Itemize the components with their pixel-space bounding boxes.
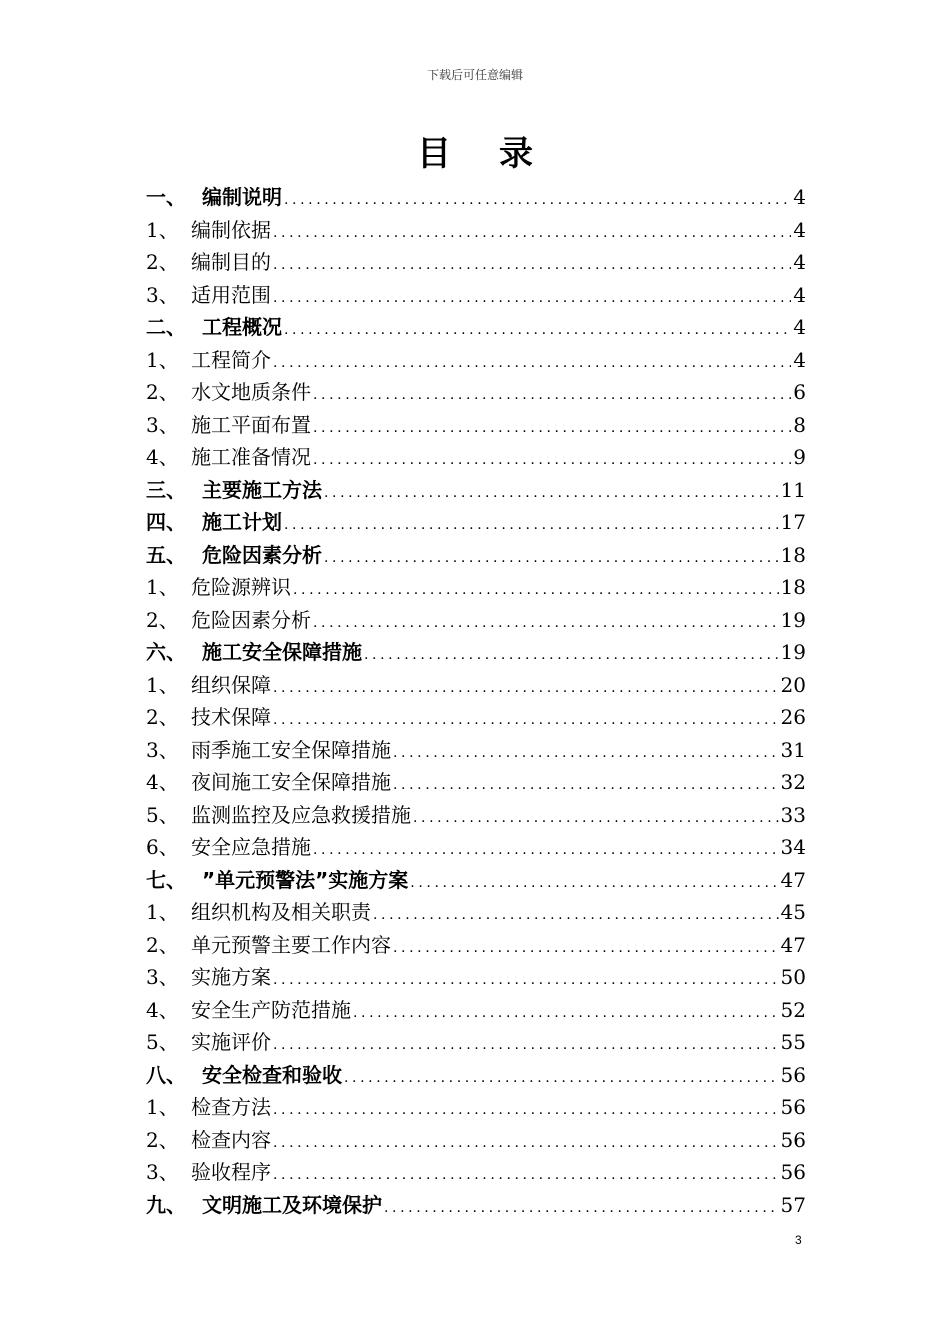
toc-entry-page: 26 — [780, 705, 806, 729]
toc-entry-title: 施工准备情况 — [191, 445, 311, 469]
toc-entry-title: ”单元预警法”实施方案 — [202, 867, 409, 892]
toc-entry-number: 2、 — [146, 380, 179, 404]
toc-entry-page: 45 — [780, 900, 806, 924]
toc-entry-title: 工程简介 — [191, 347, 271, 372]
toc-entry-page: 18 — [780, 575, 806, 599]
toc-entry[interactable] — [146, 799, 806, 832]
toc-entry-page: 56 — [780, 1127, 806, 1152]
toc-entry-number: 七、 — [146, 867, 186, 892]
toc-entry-title: 监测监控及应急救援措施 — [191, 802, 411, 827]
toc-entry-number: 3、 — [146, 282, 179, 307]
toc-entry[interactable] — [146, 604, 806, 637]
toc-entry-title: 安全生产防范措施 — [191, 997, 351, 1022]
toc-entry-title: 施工计划 — [202, 510, 282, 534]
toc-entry[interactable] — [146, 929, 806, 962]
toc-entry-number: 1、 — [146, 1095, 179, 1119]
watermark-text: 下载后可任意编辑 — [426, 68, 523, 82]
toc-entry-number: 1、 — [146, 575, 179, 599]
toc-dot-leader — [353, 997, 779, 1030]
toc-entry-number: 一、 — [146, 185, 186, 209]
toc-dot-leader — [273, 217, 791, 250]
toc-entry-title: 夜间施工安全保障措施 — [191, 770, 391, 794]
toc-dot-leader — [273, 964, 779, 997]
toc-entry-page: 4 — [793, 217, 806, 242]
toc-dot-leader — [373, 899, 779, 932]
toc-entry-title: 验收程序 — [191, 1160, 271, 1184]
toc-entry[interactable] — [146, 1156, 806, 1189]
toc-entry-page: 56 — [780, 1095, 806, 1119]
toc-dot-leader — [273, 704, 779, 737]
toc-entry[interactable] — [146, 1189, 806, 1222]
toc-entry-title: 实施评价 — [191, 1030, 271, 1054]
toc-entry-page: 57 — [780, 1192, 806, 1217]
toc-entry-title: 安全应急措施 — [191, 835, 311, 859]
toc-entry-page: 55 — [780, 1030, 806, 1054]
toc-dot-leader — [273, 249, 791, 282]
toc-dot-leader — [324, 477, 779, 510]
toc-dot-leader — [393, 932, 779, 965]
toc-dot-leader — [384, 1192, 779, 1225]
toc-entry-title: 施工安全保障措施 — [202, 640, 362, 664]
toc-entry-page: 56 — [780, 1062, 806, 1087]
toc-entry-title: 危险因素分析 — [191, 607, 311, 632]
toc-entry-title: 编制说明 — [202, 185, 282, 209]
toc-entry-page: 9 — [793, 445, 806, 469]
toc-entry[interactable] — [146, 669, 806, 702]
toc-entry-number: 4、 — [146, 770, 179, 794]
toc-entry-page: 4 — [793, 315, 806, 339]
toc-dot-leader — [293, 574, 779, 607]
toc-entry-page: 19 — [780, 640, 806, 664]
toc-entry-page: 6 — [793, 380, 806, 404]
toc-entry[interactable] — [146, 636, 806, 669]
toc-dot-leader — [284, 184, 791, 217]
toc-entry-title: 检查方法 — [191, 1095, 271, 1119]
toc-dot-leader — [313, 834, 779, 867]
toc-entry-page: 50 — [780, 965, 806, 989]
toc-entry-number: 2、 — [146, 250, 179, 274]
toc-entry[interactable] — [146, 214, 806, 247]
toc-entry-title: 水文地质条件 — [191, 380, 311, 404]
toc-dot-leader — [393, 737, 779, 770]
toc-entry-number: 六、 — [146, 640, 186, 664]
toc-entry-title: 安全检查和验收 — [202, 1062, 342, 1087]
toc-entry[interactable] — [146, 376, 806, 409]
toc-entry-page: 31 — [780, 737, 806, 762]
toc-entry-number: 2、 — [146, 607, 179, 632]
toc-dot-leader — [313, 444, 791, 477]
toc-entry-number: 四、 — [146, 510, 186, 534]
toc-entry[interactable] — [146, 896, 806, 929]
toc-entry-title: 工程概况 — [202, 315, 282, 339]
toc-entry-title: 主要施工方法 — [202, 477, 322, 502]
toc-entry[interactable] — [146, 279, 806, 312]
toc-entry[interactable] — [146, 506, 806, 539]
toc-dot-leader — [273, 1159, 779, 1192]
toc-dot-leader — [313, 379, 791, 412]
toc-entry-title: 编制目的 — [191, 250, 271, 274]
toc-dot-leader — [413, 802, 779, 835]
toc-entry-number: 1、 — [146, 217, 179, 242]
toc-dot-leader — [273, 1094, 779, 1127]
toc-entry-number: 5、 — [146, 802, 179, 827]
toc-entry[interactable] — [146, 1026, 806, 1059]
toc-dot-leader — [273, 1029, 779, 1062]
toc-dot-leader — [273, 347, 791, 380]
toc-entry[interactable] — [146, 571, 806, 604]
toc-entry[interactable] — [146, 1124, 806, 1157]
toc-entry-number: 4、 — [146, 997, 179, 1022]
toc-entry-number: 五、 — [146, 542, 186, 567]
toc-entry-title: 适用范围 — [191, 282, 271, 307]
toc-entry-page: 4 — [793, 282, 806, 307]
toc-dot-leader — [273, 282, 791, 315]
toc-entry-number: 九、 — [146, 1192, 186, 1217]
toc-dot-leader — [273, 672, 779, 705]
toc-entry-page: 34 — [780, 835, 806, 859]
toc-dot-leader — [410, 867, 778, 900]
toc-entry-title: 实施方案 — [191, 965, 271, 989]
toc-entry[interactable] — [146, 831, 806, 864]
toc-entry[interactable] — [146, 1091, 806, 1124]
toc-entry[interactable] — [146, 409, 806, 442]
toc-entry-page: 4 — [793, 250, 806, 274]
toc-entry-number: 3、 — [146, 1160, 179, 1184]
toc-entry-page: 52 — [780, 997, 806, 1022]
toc-entry-number: 4、 — [146, 445, 179, 469]
toc-entry-title: 组织机构及相关职责 — [191, 900, 371, 924]
toc-entry-number: 1、 — [146, 672, 179, 697]
toc-entry[interactable] — [146, 311, 806, 344]
table-of-contents — [146, 181, 806, 1221]
toc-dot-leader — [284, 509, 779, 542]
toc-entry-title: 单元预警主要工作内容 — [191, 932, 391, 957]
toc-entry-page: 8 — [793, 412, 806, 437]
toc-entry-page: 11 — [780, 477, 806, 502]
toc-entry-number: 3、 — [146, 412, 179, 437]
toc-entry-number: 3、 — [146, 737, 179, 762]
toc-entry-title: 检查内容 — [191, 1127, 271, 1152]
toc-entry-page: 33 — [780, 802, 806, 827]
toc-dot-leader — [344, 1062, 779, 1095]
toc-entry[interactable] — [146, 766, 806, 799]
toc-entry[interactable] — [146, 539, 806, 572]
toc-entry[interactable] — [146, 701, 806, 734]
toc-entry-number: 三、 — [146, 477, 186, 502]
toc-entry-number: 1、 — [146, 347, 179, 372]
toc-entry[interactable] — [146, 344, 806, 377]
toc-entry-title: 编制依据 — [191, 217, 271, 242]
toc-entry-title: 组织保障 — [191, 672, 271, 697]
toc-dot-leader — [324, 542, 779, 575]
toc-entry-number: 2、 — [146, 932, 179, 957]
toc-dot-leader — [273, 1127, 779, 1160]
toc-entry-number: 二、 — [146, 315, 186, 339]
toc-entry-number: 1、 — [146, 900, 179, 924]
toc-entry-title: 危险因素分析 — [202, 542, 322, 567]
toc-entry-number: 5、 — [146, 1030, 179, 1054]
toc-entry-title: 文明施工及环境保护 — [202, 1192, 382, 1217]
toc-entry-page: 20 — [780, 672, 806, 697]
toc-entry-page: 47 — [780, 867, 806, 892]
toc-entry[interactable] — [146, 441, 806, 474]
toc-entry-page: 17 — [780, 510, 806, 534]
toc-entry-title: 技术保障 — [191, 705, 271, 729]
toc-entry[interactable] — [146, 864, 806, 897]
toc-entry-page: 56 — [780, 1160, 806, 1184]
toc-entry-number: 八、 — [146, 1062, 186, 1087]
toc-entry-title: 雨季施工安全保障措施 — [191, 737, 391, 762]
toc-entry[interactable] — [146, 246, 806, 279]
toc-dot-leader — [313, 412, 791, 445]
toc-entry-page: 4 — [793, 185, 806, 209]
toc-dot-leader — [313, 607, 779, 640]
page-title: 目录 — [417, 134, 581, 174]
toc-entry-page: 4 — [793, 347, 806, 372]
toc-dot-leader — [284, 314, 791, 347]
toc-dot-leader — [364, 639, 779, 672]
toc-entry-number: 6、 — [146, 835, 179, 859]
toc-entry[interactable] — [146, 734, 806, 767]
toc-entry-page: 32 — [780, 770, 806, 794]
toc-entry-number: 2、 — [146, 705, 179, 729]
toc-entry[interactable] — [146, 181, 806, 214]
toc-entry-title: 危险源辨识 — [191, 575, 291, 599]
toc-dot-leader — [393, 769, 779, 802]
toc-entry[interactable] — [146, 994, 806, 1027]
toc-entry[interactable] — [146, 1059, 806, 1092]
toc-entry-title: 施工平面布置 — [191, 412, 311, 437]
toc-entry-page: 18 — [780, 542, 806, 567]
toc-entry-page: 47 — [780, 932, 806, 957]
toc-entry[interactable] — [146, 961, 806, 994]
page-number: 3 — [795, 1233, 802, 1247]
toc-entry[interactable] — [146, 474, 806, 507]
toc-entry-number: 3、 — [146, 965, 179, 989]
toc-entry-page: 19 — [780, 607, 806, 632]
toc-entry-number: 2、 — [146, 1127, 179, 1152]
